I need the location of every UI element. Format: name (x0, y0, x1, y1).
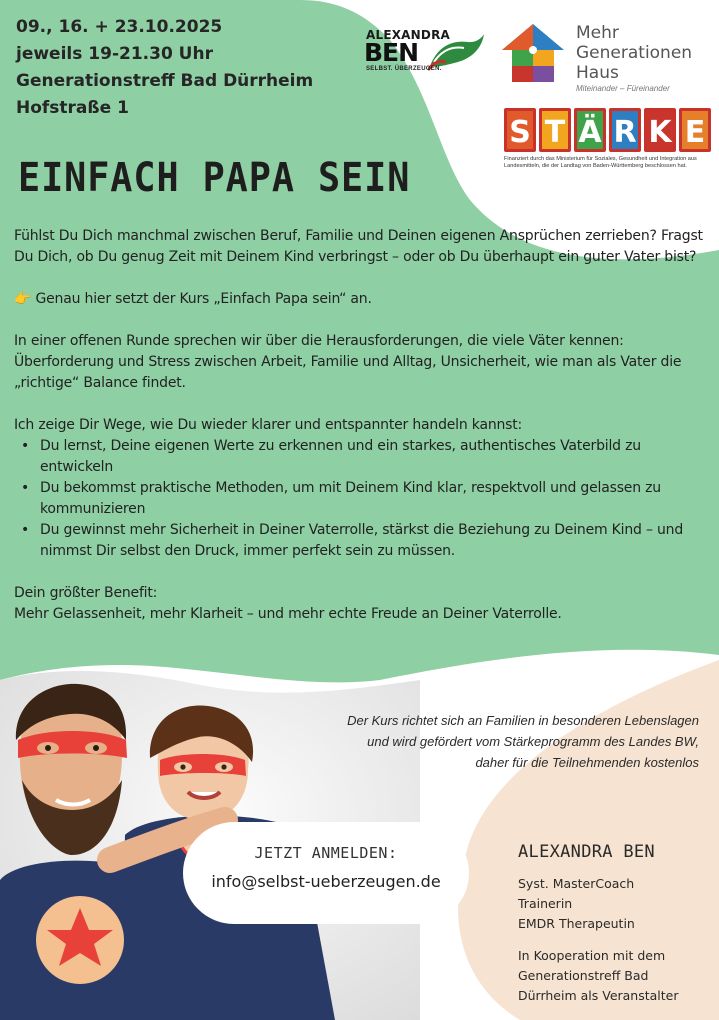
author-title: Syst. MasterCoach (518, 876, 635, 891)
staerke-letter: K (644, 108, 676, 152)
staerke-letter: S (504, 108, 536, 152)
logo-ben-top: ALEXANDRA (366, 28, 451, 42)
bullet-icon: • (21, 480, 30, 496)
headline: EINFACH PAPA SEIN (18, 155, 411, 201)
intro-text: Fühlst Du Dich manchmal zwischen Beruf, Familie und Deinen eigenen Ansprüchen zerrieben? Fragst Du Dich, ob Du genug Zeit mit Deinem Kind verbringst – oder ob Du überhaupt ein guter Vater bist? (14, 228, 703, 265)
mgh-line3: Haus (576, 63, 619, 83)
signup-email-link[interactable]: info@selbst-ueberzeugen.de (211, 872, 441, 891)
event-time: jeweils 19-21.30 Uhr (16, 44, 213, 64)
signup-callout (183, 822, 469, 924)
staerke-letter: R (609, 108, 641, 152)
list-item-text: Du gewinnst mehr Sicherheit in Deiner Vaterrolle, stärkst die Beziehung zu Deinem Kind – und nimmst Dir selbst den Druck, immer perfekt sein zu müssen. (40, 522, 684, 559)
list-intro: Ich zeige Dir Wege, wie Du wieder klarer und entspannter handeln kannst: (14, 417, 523, 433)
event-venue: Generationstreff Bad Dürrheim (16, 71, 314, 91)
staerke-letters (504, 108, 716, 152)
benefit-list (14, 436, 712, 562)
mgh-line2: Generationen (576, 43, 693, 63)
logo-ben-big: BEN (364, 38, 419, 67)
challenges-paragraph: In einer offenen Runde sprechen wir über die Herausforderungen, die viele Väter kennen: Überforderung und Stress zwischen Arbeit, Familie und Alltag, Unsicherheit, wie man als Vater die „richtige“ Balance findet. (14, 333, 682, 391)
mehrgenerationenhaus-logo (498, 22, 713, 93)
coop-line: Generationstreff Bad (518, 968, 649, 983)
body-text (14, 226, 712, 625)
list-item (14, 478, 712, 520)
list-item-text: Du bekommst praktische Methoden, um mit Deinem Kind klar, respektvoll und gelassen zu kommunizieren (40, 480, 661, 517)
benefit-title: Dein größter Benefit: (14, 585, 158, 601)
logo-ben-claim: SELBST. ÜBERZEUGEN. (366, 66, 442, 72)
note-line: daher für die Teilnehmenden kostenlos (475, 755, 699, 770)
funding-note (299, 710, 699, 773)
coop-line: In Kooperation mit dem (518, 948, 666, 963)
list-item-text: Du lernst, Deine eigenen Werte zu erkennen und ein starkes, authentisches Vaterbild zu entwickeln (40, 438, 641, 475)
staerke-letter: E (679, 108, 711, 152)
event-dates: 09., 16. + 23.10.2025 (16, 17, 223, 37)
event-address: Hofstraße 1 (16, 98, 129, 118)
author-title: Trainerin (518, 896, 573, 911)
pointer-text: Genau hier setzt der Kurs „Einfach Papa sein“ an. (35, 291, 372, 307)
alexandra-ben-logo (364, 28, 490, 78)
cooperation-note (518, 946, 708, 1006)
signup-label: JETZT ANMELDEN: (254, 844, 398, 862)
benefit-text: Mehr Gelassenheit, mehr Klarheit – und mehr echte Freude an Deiner Vaterrolle. (14, 606, 562, 622)
event-info (16, 14, 313, 122)
staerke-logo (504, 108, 716, 170)
author-title: EMDR Therapeutin (518, 916, 635, 931)
note-line: und wird gefördert vom Stärkeprogramm des Landes BW, (367, 734, 699, 749)
house-puzzle-icon (498, 22, 568, 84)
pointer-line (14, 289, 712, 310)
mgh-line1: Mehr (576, 23, 619, 43)
staerke-letter: T (539, 108, 571, 152)
author-info (518, 842, 708, 1006)
note-line: Der Kurs richtet sich an Familien in besonderen Lebenslagen (347, 713, 699, 728)
author-name: ALEXANDRA BEN (518, 842, 655, 862)
staerke-letter: Ä (574, 108, 606, 152)
pointing-hand-icon: 👉 (14, 291, 32, 307)
list-item (14, 436, 712, 478)
mgh-motto: Miteinander – Füreinander (576, 84, 670, 93)
list-item (14, 520, 712, 562)
staerke-funding-note: Finanziert durch das Ministerium für Soziales, Gesundheit und Integration aus Landesmitteln, die der Landtag von Baden-Württemberg beschlossen hat. (504, 156, 697, 169)
bullet-icon: • (21, 522, 30, 538)
coop-line: Dürrheim als Veranstalter (518, 988, 679, 1003)
bullet-icon: • (21, 438, 30, 454)
